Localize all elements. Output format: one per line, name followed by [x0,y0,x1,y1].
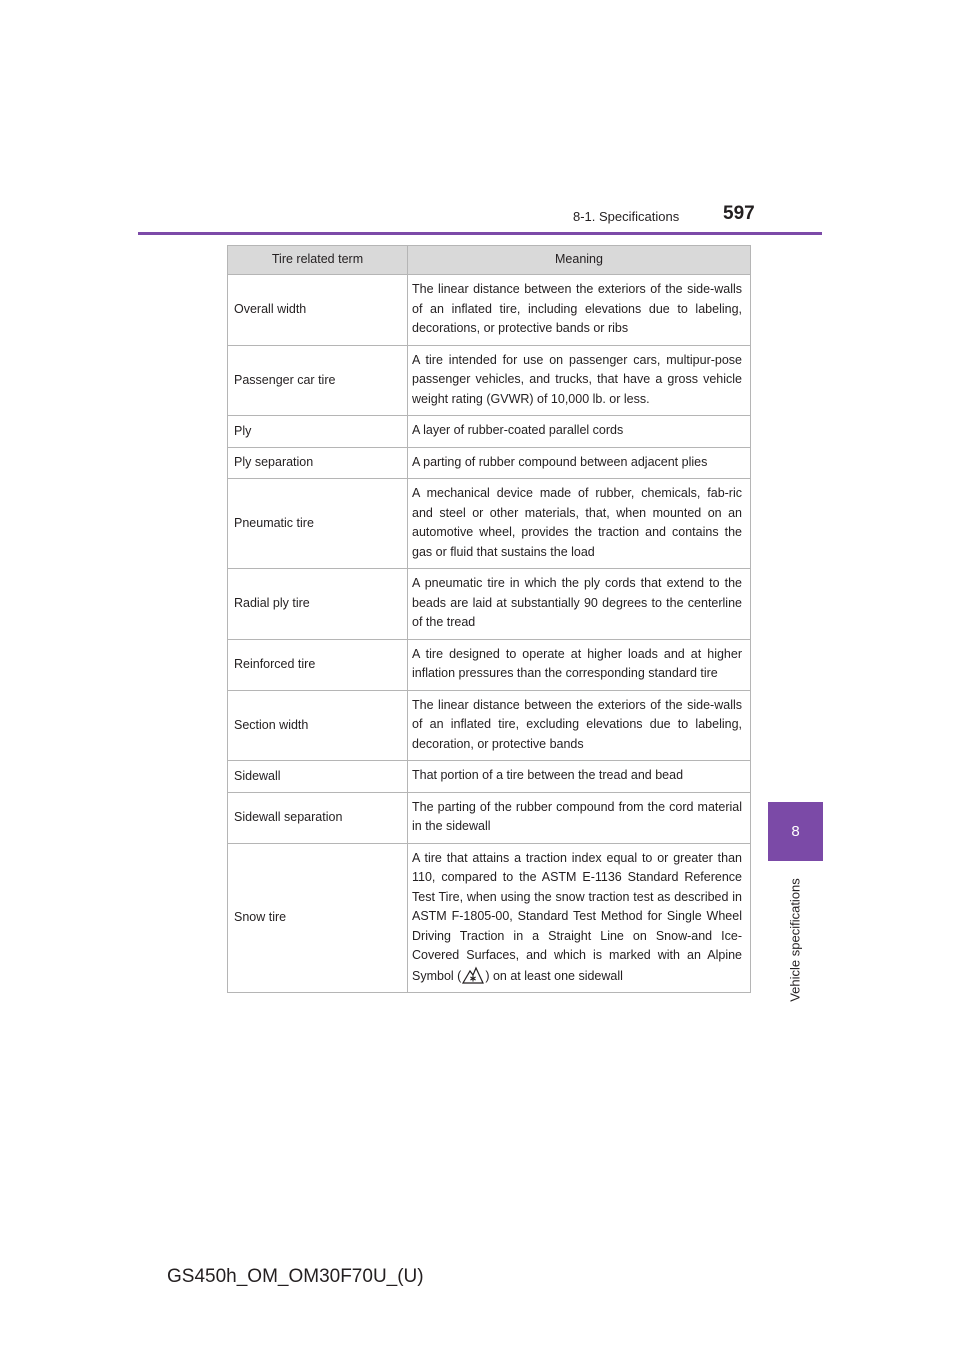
table-row [228,639,751,690]
meaning-cell [408,843,751,993]
term-cell: Pneumatic tire [228,479,408,569]
section-title: 8-1. Specifications [573,209,680,224]
column-header-term: Tire related term [228,246,408,275]
meaning-cell: The linear distance between the exteriors of the side-walls of an inflated tire, including elevations due to labeling, decorations, or protective bands or ribs [408,275,751,346]
meaning-cell: The linear distance between the exteriors of the side-walls of an inflated tire, excluding elevations due to labeling, decoration, or protective bands [408,690,751,761]
alpine-symbol-icon [462,966,484,984]
term-cell: Radial ply tire [228,569,408,640]
meaning-cell: That portion of a tire between the tread and bead [408,761,751,793]
table-row [228,690,751,761]
term-cell: Overall width [228,275,408,346]
tire-terms-table [227,245,751,993]
term-cell: Reinforced tire [228,639,408,690]
meaning-text-after-icon: ) on at least one sidewall [485,968,623,983]
footer-document-code: GS450h_OM_OM30F70U_(U) [167,1266,424,1287]
table-row [228,416,751,448]
meaning-cell: A tire designed to operate at higher loads and at higher inflation pressures than the corresponding standard tire [408,639,751,690]
chapter-number: 8 [791,823,800,840]
term-cell: Sidewall [228,761,408,793]
table-row [228,843,751,993]
chapter-tab[interactable] [768,802,823,861]
table-row [228,345,751,416]
table-row [228,761,751,793]
term-cell: Ply separation [228,447,408,479]
term-cell: Passenger car tire [228,345,408,416]
meaning-cell: A parting of rubber compound between adjacent plies [408,447,751,479]
table-row [228,447,751,479]
term-cell: Sidewall separation [228,792,408,843]
meaning-cell: A pneumatic tire in which the ply cords that extend to the beads are laid at substantially 90 degrees to the centerline of the tread [408,569,751,640]
header-rule [138,232,822,235]
table-row [228,792,751,843]
term-cell: Section width [228,690,408,761]
table-row [228,479,751,569]
table-row [228,275,751,346]
chapter-label: Vehicle specifications [787,878,803,1002]
term-cell: Snow tire [228,843,408,993]
meaning-text-before-icon: A tire that attains a traction index equal to or greater than 110, compared to the ASTM E-1136 Standard Reference Test Tire, when using the snow traction test as described in ASTM F-1805-00, Standard Test Method for Single Wheel Driving Traction in a Straight Line on Snow-and Ice-Covered Surfaces, and which is marked with an Alpine Symbol ( [412,850,742,983]
column-header-meaning: Meaning [408,246,751,275]
table-row [228,569,751,640]
meaning-cell: A mechanical device made of rubber, chemicals, fab-ric and steel or other materials, that, when mounted on an automotive wheel, provides the traction and contains the gas or fluid that sustains the load [408,479,751,569]
meaning-cell: The parting of the rubber compound from the cord material in the sidewall [408,792,751,843]
table-header-row [228,246,751,275]
meaning-cell: A tire intended for use on passenger cars, multipur-pose passenger vehicles, and trucks, that have a gross vehicle weight rating (GVWR) of 10,000 lb. or less. [408,345,751,416]
term-cell: Ply [228,416,408,448]
page-number: 597 [723,203,755,224]
meaning-cell: A layer of rubber-coated parallel cords [408,416,751,448]
